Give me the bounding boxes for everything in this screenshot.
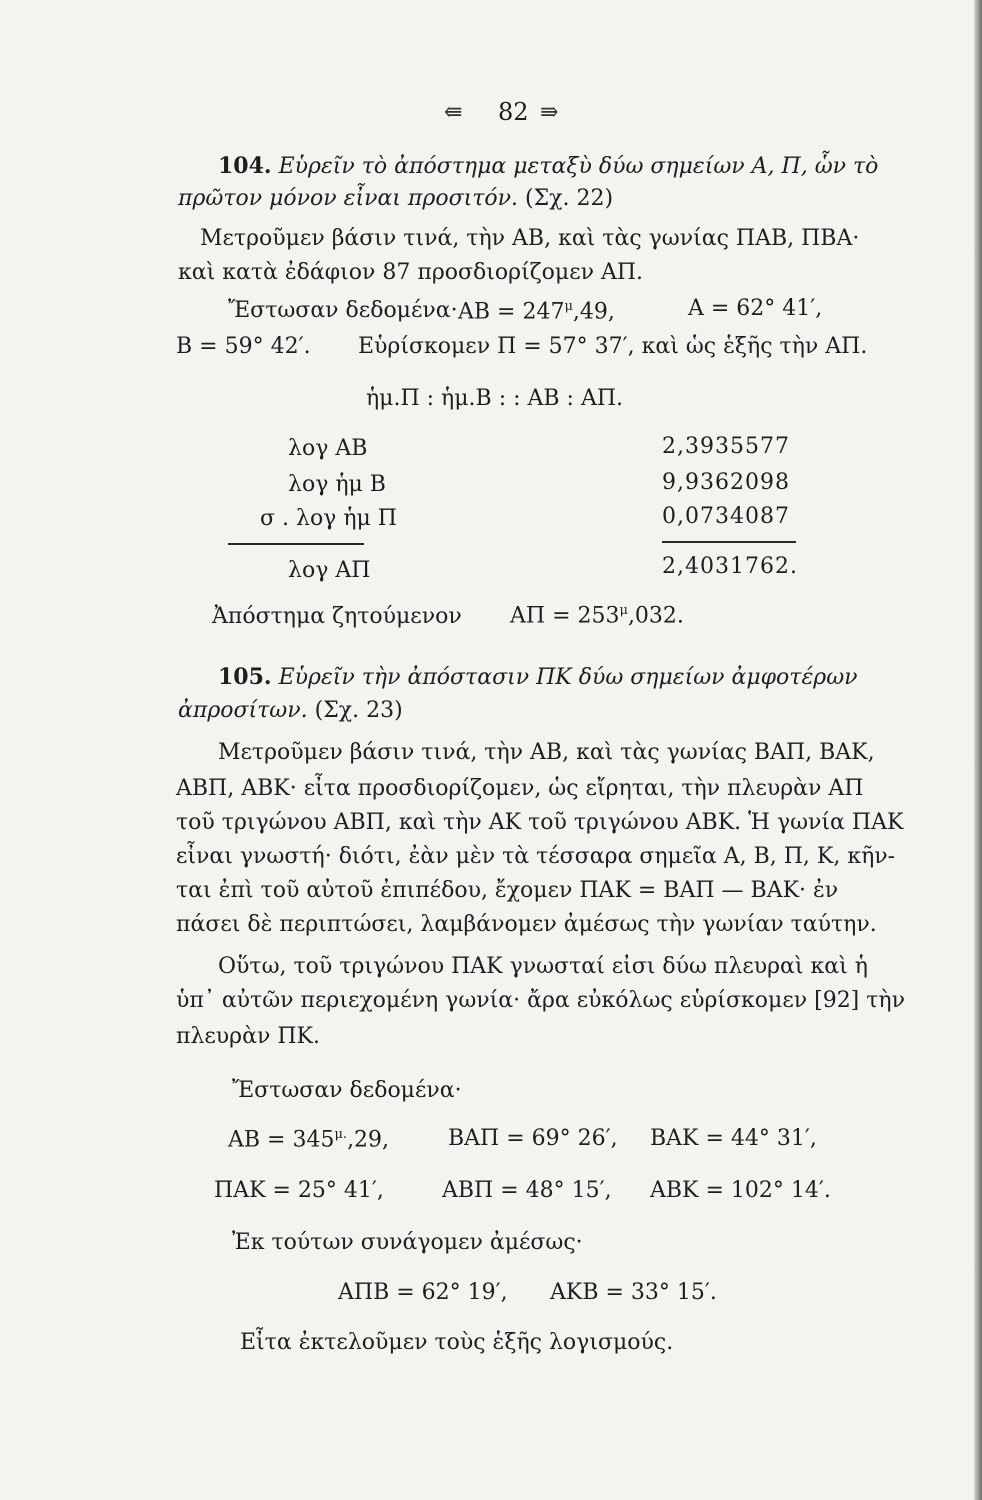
log-row-value: 0,0734087 — [662, 504, 790, 529]
problem-105-closing: Εἶτα ἐκτελοῦμεν τοὺς ἑξῆς λογισμούς. — [240, 1330, 674, 1355]
problem-105-number: 105. — [218, 664, 272, 690]
problem-105-given-label: Ἔστωσαν δεδομένα· — [232, 1078, 462, 1103]
paragraph-line: πάσει δὲ περιπτώσει, λαμβάνομεν ἀμέσως τὴν γωνίαν ταύτην. — [176, 912, 877, 937]
problem-104-given-ab: $AB = 247^\mu,49$, — [458, 299, 615, 325]
problem-104-answer-label: Ἀπόστημα ζητούμενον — [212, 604, 462, 629]
right-ornament: ⇛ — [540, 100, 559, 125]
page-binding-edge — [974, 0, 982, 1500]
log-row-value: 2,3935577 — [662, 434, 790, 459]
problem-105-deduce-label: Ἐκ τούτων συνάγομεν ἀμέσως· — [232, 1230, 583, 1255]
log-result-label: λογ ΑΠ — [288, 558, 371, 583]
problem-105-title-line2: ἀπροσίτων. — [178, 698, 308, 723]
problem-105-title-line1: Εὑρεῖν τὴν ἀπόστασιν ΠΚ δύω σημείων ἀμφοτέρων — [278, 665, 858, 690]
given-abk: ΑΒΚ = 102° 14′. — [650, 1178, 831, 1203]
log-row-value: 9,9362098 — [662, 470, 790, 495]
problem-104-text-line1: Μετροῦμεν βάσιν τινά, τὴν ΑΒ, καὶ τὰς γωνίας ΠΑΒ, ΠΒΑ· — [200, 226, 860, 251]
page-number: 82 — [498, 98, 529, 126]
deduce-akb: ΑΚΒ = 33° 15′. — [550, 1280, 717, 1305]
given-ab: $AB = 345^{\mu.},29$, — [228, 1127, 390, 1153]
log-row-label: λογ ἡμ Β — [288, 472, 386, 497]
paragraph-line: ται ἐπὶ τοῦ αὐτοῦ ἐπιπέδου, ἔχομεν ΠΑΚ = ΒΑΠ — ΒΑΚ· ἐν — [176, 878, 839, 903]
problem-104-title-cont — [178, 188, 613, 210]
problem-104-answer-value: $A\Pi = 253^\mu,032$. — [510, 603, 684, 629]
given-pak: ΠΑΚ = 25° 41′, — [214, 1178, 384, 1203]
log-sum-rule-right — [662, 541, 796, 543]
problem-105-heading — [218, 666, 858, 689]
log-sum-rule-left — [228, 543, 364, 545]
paragraph-line: Οὕτω, τοῦ τριγώνου ΠΑΚ γνωσταί εἰσι δύω πλευραὶ καὶ ἡ — [218, 954, 868, 979]
problem-104-text-line2: καὶ κατὰ ἐδάφιον 87 προσδιορίζομεν ΑΠ. — [178, 260, 644, 285]
log-row-label: λογ ΑΒ — [288, 436, 368, 461]
paragraph-line: ΑΒΠ, ΑΒΚ· εἶτα προσδιορίζομεν, ὡς εἴρηται, τὴν πλευρὰν ΑΠ — [176, 776, 864, 801]
problem-104-found-text: Εὑρίσκομεν Π = 57° 37′, καὶ ὡς ἑξῆς τὴν ΑΠ. — [358, 334, 868, 359]
left-ornament: ⇚ — [444, 100, 463, 125]
problem-104-given-a: Α = 62° 41′, — [688, 296, 823, 321]
problem-104-figure-ref: (Σχ. 22) — [525, 186, 614, 211]
paragraph-line: ὑπ᾿ αὐτῶν περιεχομένη γωνία· ἄρα εὐκόλως εὑρίσκομεν [92] τὴν — [176, 988, 905, 1013]
deduce-apb: ΑΠΒ = 62° 19′, — [338, 1280, 508, 1305]
paragraph-line: πλευρὰν ΠΚ. — [176, 1024, 320, 1049]
paragraph-line: τοῦ τριγώνου ΑΒΠ, καὶ τὴν ΑΚ τοῦ τριγώνου ΑΒΚ. Ἡ γωνία ΠΑΚ — [176, 810, 904, 835]
problem-104-proportion: ἡμ.Π : ἡμ.Β : : ΑΒ : ΑΠ. — [366, 386, 624, 411]
problem-105-figure-ref: (Σχ. 23) — [314, 698, 403, 723]
given-bap: ΒΑΠ = 69° 26′, — [448, 1126, 618, 1151]
problem-104-heading — [218, 155, 878, 178]
log-row-label: σ . λογ ἡμ Π — [260, 506, 397, 531]
given-bak: ΒΑΚ = 44° 31′, — [650, 1126, 817, 1151]
problem-104-given-b: Β = 59° 42′. — [176, 334, 311, 359]
given-abp: ΑΒΠ = 48° 15′, — [442, 1178, 612, 1203]
problem-104-given-label: Ἔστωσαν δεδομένα· — [228, 298, 458, 323]
paragraph-line: Μετροῦμεν βάσιν τινά, τὴν ΑΒ, καὶ τὰς γωνίας ΒΑΠ, ΒΑΚ, — [218, 740, 875, 765]
log-result-value: 2,4031762. — [662, 554, 798, 579]
problem-104-title-line2: πρῶτον μόνον εἶναι προσιτόν. — [178, 186, 518, 211]
problem-104-title-line1: Εὑρεῖν τὸ ἀπόστημα μεταξὺ δύω σημείων Α, Π, ὧν τὸ — [278, 154, 879, 179]
problem-104-number: 104. — [218, 153, 272, 179]
paragraph-line: εἶναι γνωστή· διότι, ἐὰν μὲν τὰ τέσσαρα σημεῖα Α, Β, Π, Κ, κῆν- — [176, 844, 896, 869]
problem-105-title-cont — [178, 700, 403, 722]
